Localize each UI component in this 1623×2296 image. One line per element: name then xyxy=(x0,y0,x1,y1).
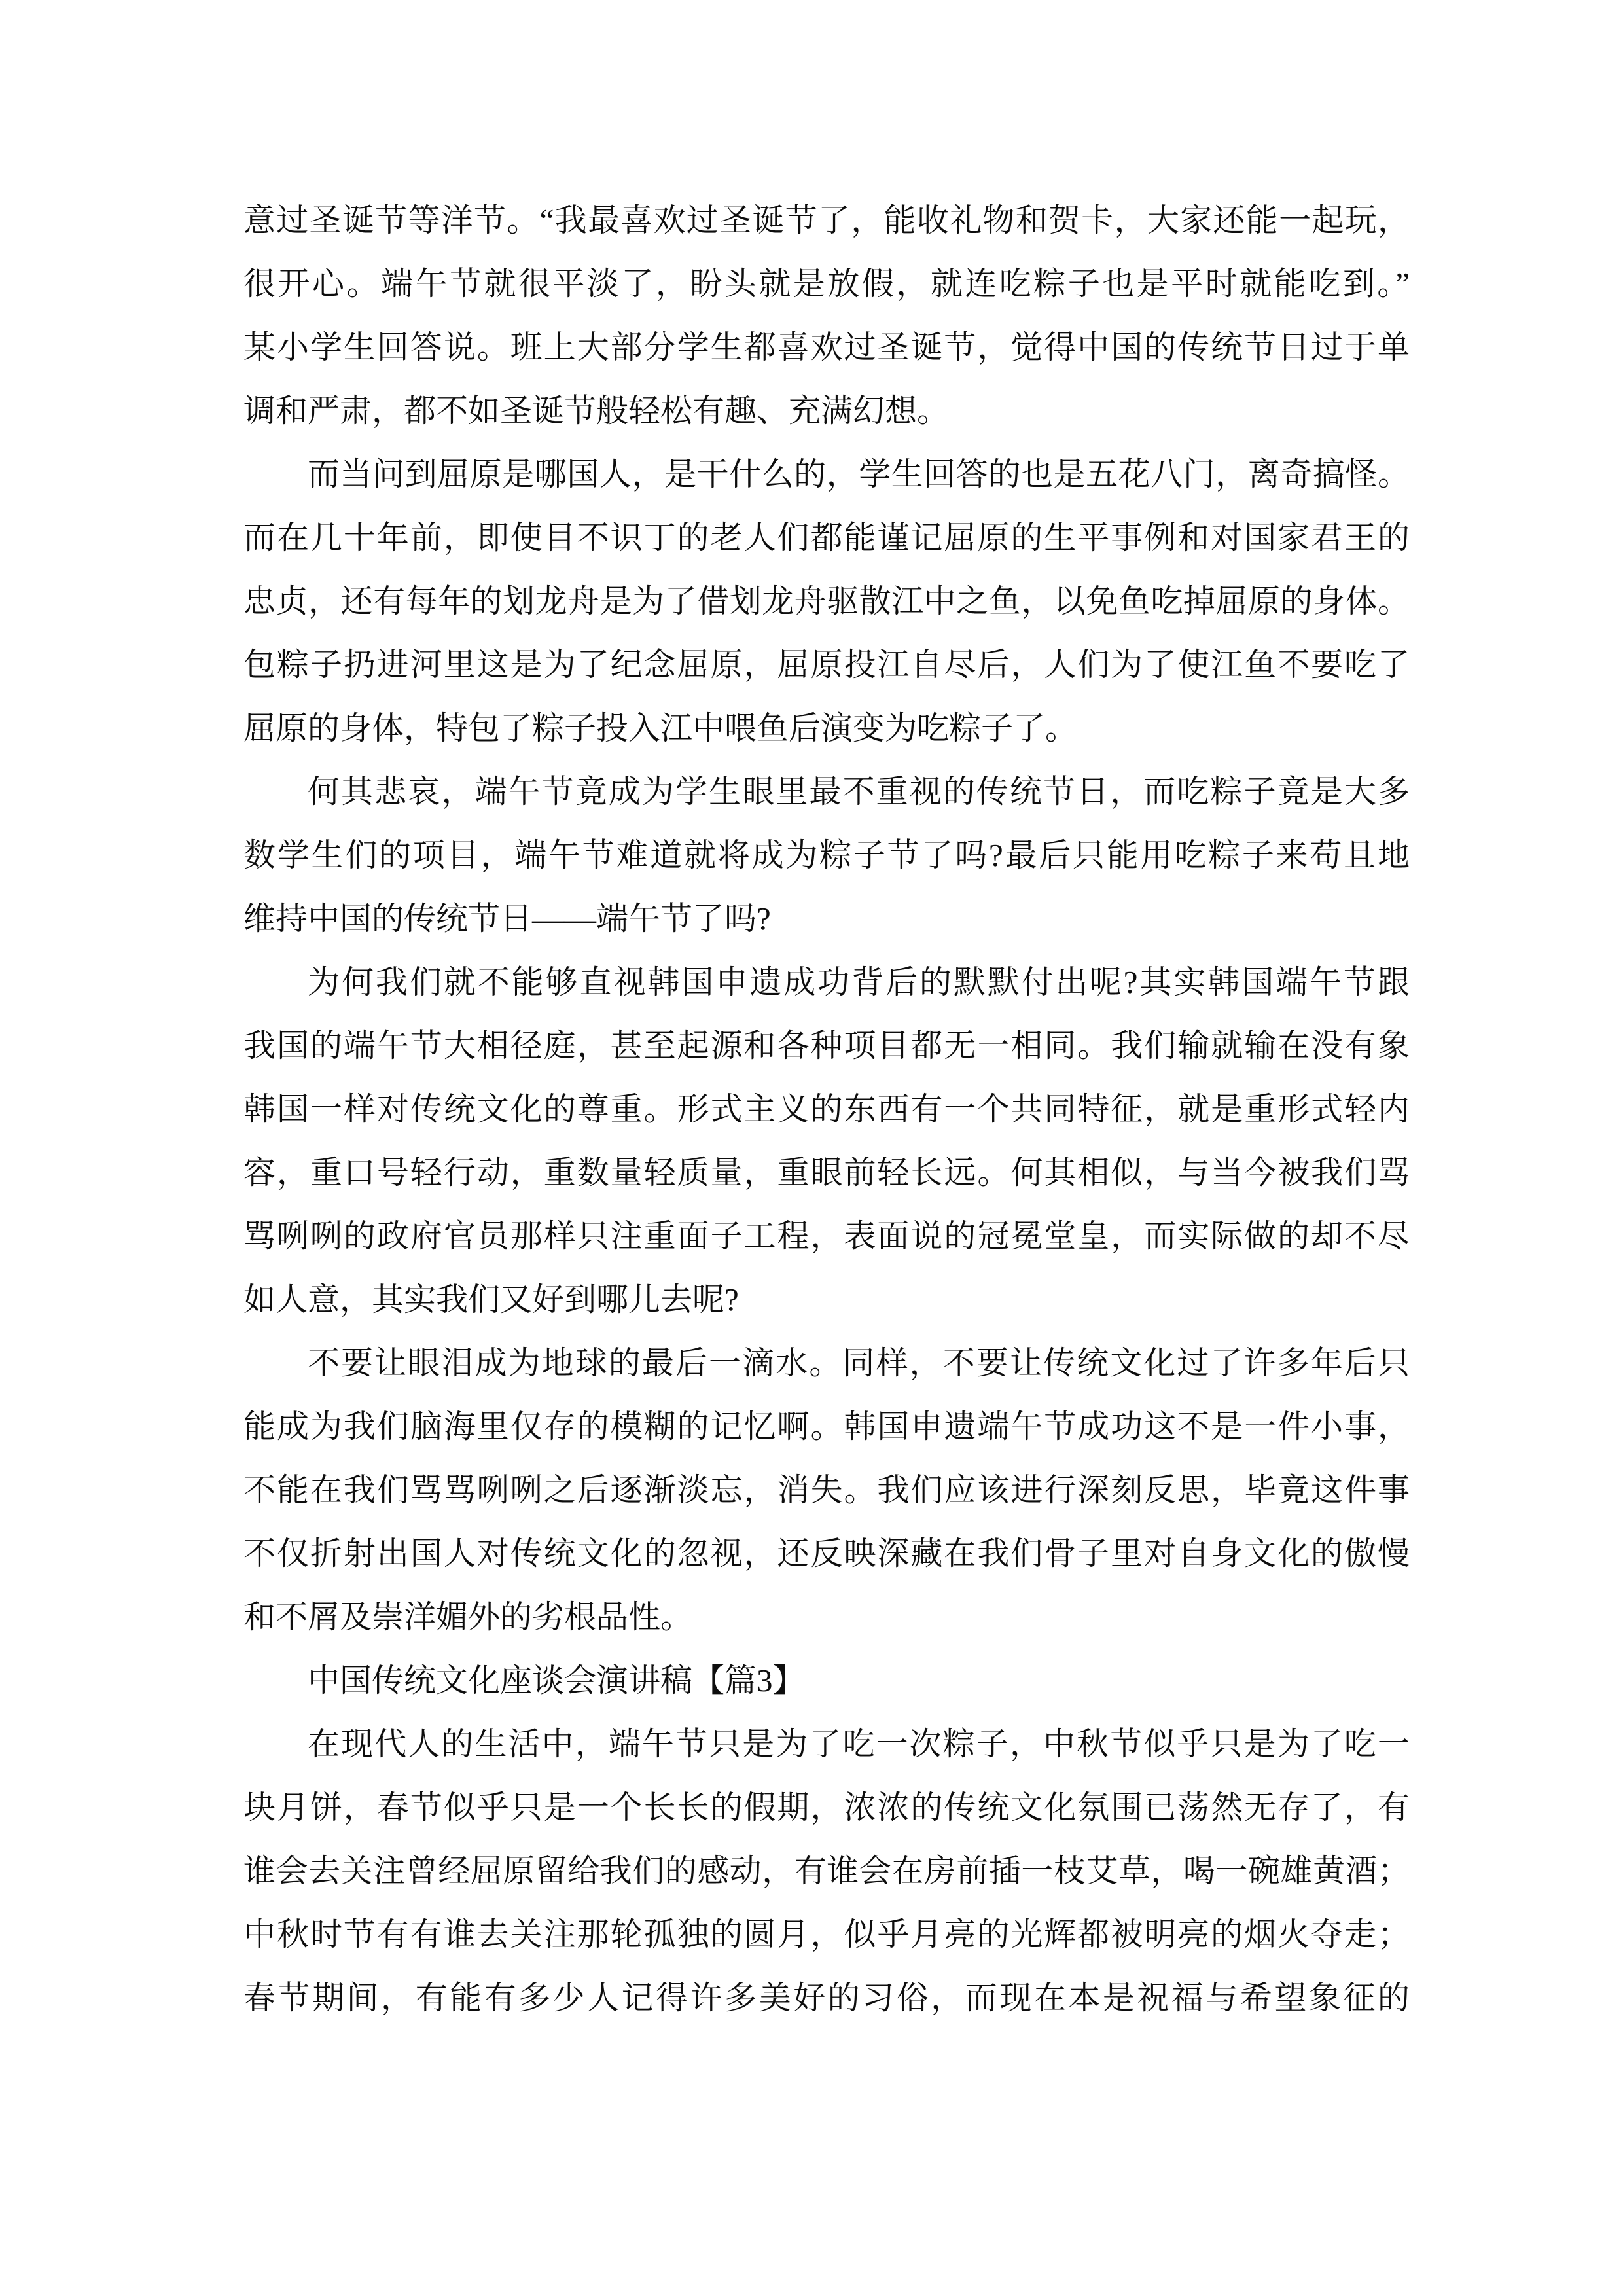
text-block xyxy=(243,188,1410,2030)
text-line: 而在几十年前，即使目不识丁的老人们都能谨记屈原的生平事例和对国家君王的 xyxy=(243,520,1410,556)
text-line: 不能在我们骂骂咧咧之后逐渐淡忘，消失。我们应该进行深刻反思，毕竟这件事 xyxy=(243,1472,1410,1508)
text-line: 如人意，其实我们又好到哪儿去呢? xyxy=(243,1282,739,1318)
text-line: 何其悲哀，端午节竟成为学生眼里最不重视的传统节日，而吃粽子竟是大多 xyxy=(308,774,1410,810)
text-line: 容，重口号轻行动，重数量轻质量，重眼前轻长远。何其相似，与当今被我们骂 xyxy=(243,1155,1410,1191)
text-line: 某小学生回答说。班上大部分学生都喜欢过圣诞节，觉得中国的传统节日过于单 xyxy=(243,329,1410,365)
text-line: 不要让眼泪成为地球的最后一滴水。同样，不要让传统文化过了许多年后只 xyxy=(308,1345,1410,1381)
text-line: 很开心。端午节就很平淡了，盼头就是放假，就连吃粽子也是平时就能吃到。” xyxy=(243,266,1410,302)
section-heading: 中国传统文化座谈会演讲稿【篇3】 xyxy=(308,1662,805,1698)
text-line: 不仅折射出国人对传统文化的忽视，还反映深藏在我们骨子里对自身文化的傲慢 xyxy=(243,1535,1410,1571)
text-line: 屈原的身体，特包了粽子投入江中喂鱼后演变为吃粽子了。 xyxy=(243,710,1078,746)
text-line: 忠贞，还有每年的划龙舟是为了借划龙舟驱散江中之鱼，以免鱼吃掉屈原的身体。 xyxy=(243,583,1410,619)
text-line: 春节期间，有能有多少人记得许多美好的习俗，而现在本是祝福与希望象征的 xyxy=(243,1980,1410,2016)
text-line: 数学生们的项目，端午节难道就将成为粽子节了吗?最后只能用吃粽子来苟且地 xyxy=(243,837,1410,873)
text-line: 和不屑及崇洋媚外的劣根品性。 xyxy=(243,1599,693,1635)
text-line: 为何我们就不能够直视韩国申遗成功背后的默默付出呢?其实韩国端午节跟 xyxy=(308,964,1410,1000)
text-line: 调和严肃，都不如圣诞节般轻松有趣、充满幻想。 xyxy=(243,393,950,429)
text-line: 而当问到屈原是哪国人，是干什么的，学生回答的也是五花八门，离奇搞怪。 xyxy=(308,456,1410,492)
text-line: 能成为我们脑海里仅存的模糊的记忆啊。韩国申遗端午节成功这不是一件小事， xyxy=(243,1408,1410,1444)
text-line: 块月饼，春节似乎只是一个长长的假期，浓浓的传统文化氛围已荡然无存了，有 xyxy=(243,1789,1410,1825)
text-line: 骂咧咧的政府官员那样只注重面子工程，表面说的冠冕堂皇，而实际做的却不尽 xyxy=(243,1218,1410,1254)
text-line: 包粽子扔进河里这是为了纪念屈原，屈原投江自尽后，人们为了使江鱼不要吃了 xyxy=(243,647,1410,683)
text-line: 谁会去关注曾经屈原留给我们的感动，有谁会在房前插一枝艾草，喝一碗雄黄酒； xyxy=(243,1853,1410,1889)
text-line: 韩国一样对传统文化的尊重。形式主义的东西有一个共同特征，就是重形式轻内 xyxy=(243,1091,1410,1127)
text-line: 我国的端午节大相径庭，甚至起源和各种项目都无一相同。我们输就输在没有象 xyxy=(243,1028,1410,1064)
text-line: 意过圣诞节等洋节。“我最喜欢过圣诞节了，能收礼物和贺卡，大家还能一起玩， xyxy=(243,202,1410,238)
text-line: 在现代人的生活中，端午节只是为了吃一次粽子，中秋节似乎只是为了吃一 xyxy=(308,1726,1410,1762)
text-line: 中秋时节有有谁去关注那轮孤独的圆月，似乎月亮的光辉都被明亮的烟火夺走； xyxy=(243,1916,1410,1952)
text-line: 维持中国的传统节日——端午节了吗? xyxy=(243,901,771,937)
